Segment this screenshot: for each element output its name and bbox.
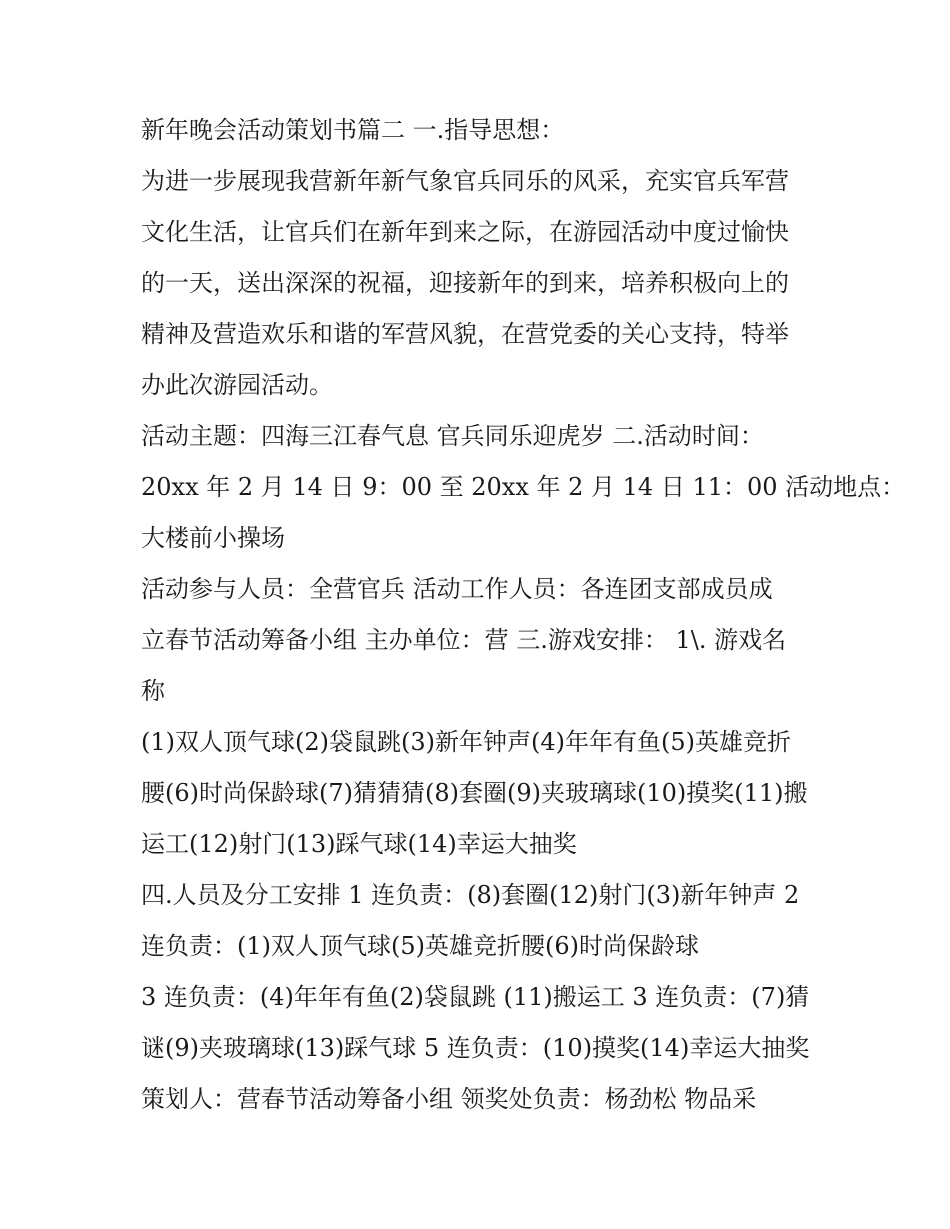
text-line: 为进一步展现我营新年新气象官兵同乐的风采，充实官兵军营 [141,167,789,195]
text-line: 大楼前小操场 [141,524,285,552]
text-line: 运工(12)射门(13)踩气球(14)幸运大抽奖 [141,830,577,858]
text-line: 四.人员及分工安排 1 连负责：(8)套圈(12)射门(3)新年钟声 2 [141,881,800,909]
text-line: 办此次游园活动。 [141,371,333,399]
text-line: 新年晚会活动策划书篇二 一.指导思想： [141,116,565,144]
text-line: 文化生活，让官兵们在新年到来之际，在游园活动中度过愉快 [141,218,789,246]
text-line: 活动参与人员：全营官兵 活动工作人员：各连团支部成员成 [141,575,773,603]
text-line: 3 连负责：(4)年年有鱼(2)袋鼠跳 (11)搬运工 3 连负责：(7)猜 [141,983,810,1011]
text-line: 的一天，送出深深的祝福，迎接新年的到来，培养积极向上的 [141,269,789,297]
text-line: 立春节活动筹备小组 主办单位：营 三.游戏安排： 1\. 游戏名 [141,626,787,654]
text-line: 称 [141,677,165,705]
text-line: 策划人：营春节活动筹备小组 领奖处负责：杨劲松 物品采 [141,1085,757,1113]
text-line: 腰(6)时尚保龄球(7)猜猜猜(8)套圈(9)夹玻璃球(10)摸奖(11)搬 [141,779,808,807]
text-line: 活动主题：四海三江春气息 官兵同乐迎虎岁 二.活动时间： [141,422,764,450]
text-line: 谜(9)夹玻璃球(13)踩气球 5 连负责：(10)摸奖(14)幸运大抽奖 [141,1034,810,1062]
text-line: 连负责：(1)双人顶气球(5)英雄竞折腰(6)时尚保龄球 [141,932,699,960]
text-line: 精神及营造欢乐和谐的军营风貌，在营党委的关心支持，特举 [141,320,789,348]
text-line: (1)双人顶气球(2)袋鼠跳(3)新年钟声(4)年年有鱼(5)英雄竞折 [141,728,791,756]
document-body [141,105,906,1125]
text-line: 20xx 年 2 月 14 日 9：00 至 20xx 年 2 月 14 日 11：00 活动地点： [141,473,906,501]
